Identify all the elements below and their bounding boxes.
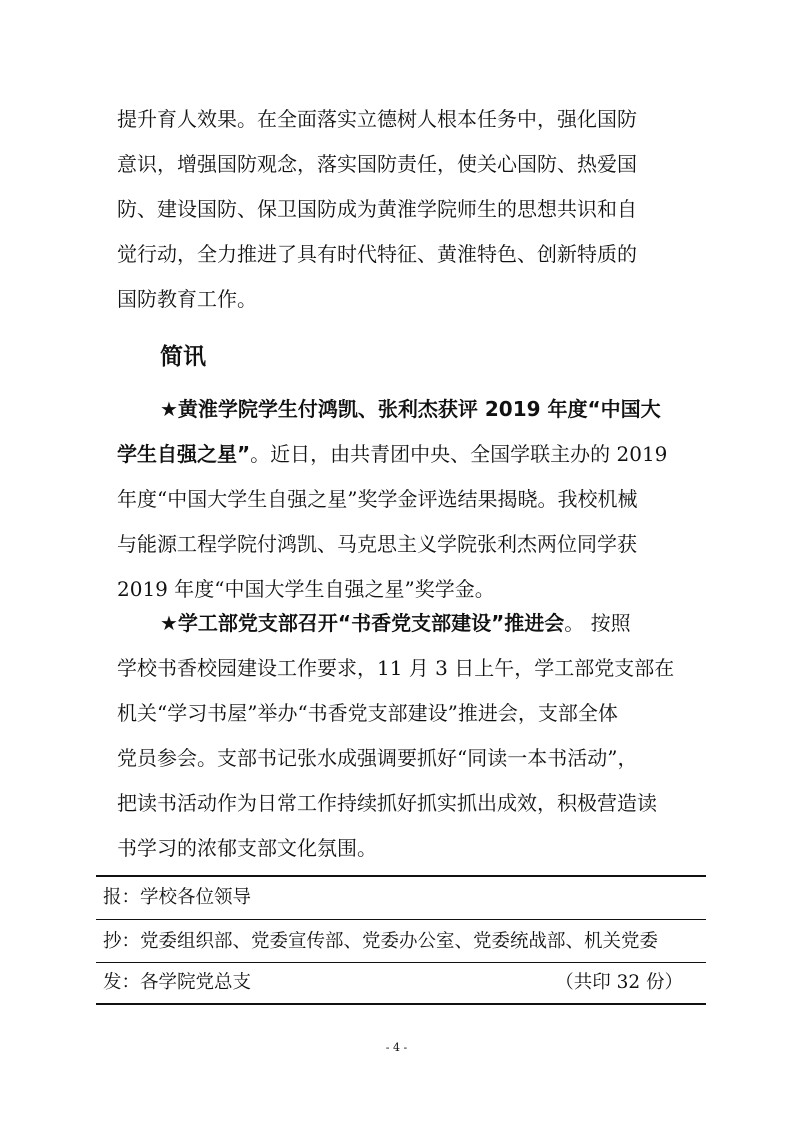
report-line: 报：学校各位领导 (103, 887, 252, 908)
news-1-line: 与能源工程学院付鸿凯、马克思主义学院张利杰两位同学获 (117, 532, 637, 556)
intro-line: 提升育人效果。在全面落实立德树人根本任务中，强化国防 (117, 107, 637, 131)
intro-line: 防、建设国防、保卫国防成为黄淮学院师生的思想共识和自 (117, 197, 637, 221)
intro-line: 国防教育工作。 (117, 287, 257, 311)
intro-line: 意识，增强国防观念，落实国防责任，使关心国防、热爱国 (117, 152, 637, 176)
news-1-headline: ★黄淮学院学生付鸿凯、张利杰获评 2019 年度“中国大 (160, 397, 661, 421)
news-2-line: 学校书香校园建设工作要求，11 月 3 日上午，学工部党支部在 (117, 656, 675, 680)
news-1-line (117, 432, 683, 477)
section-title: 简讯 (160, 344, 206, 370)
copy-line: 抄：党委组织部、党委宣传部、党委办公室、党委统战部、机关党委 (103, 931, 659, 952)
page-number: - 4 - (385, 1041, 408, 1054)
news-1-line: 2019 年度“中国大学生自强之星”奖学金。 (117, 577, 495, 601)
footer-bottom-rule (96, 1003, 706, 1005)
footer-divider (96, 962, 706, 963)
news-2-line: 把读书活动作为日常工作持续抓好抓实抓出成效，积极营造读 (117, 791, 657, 815)
news-item-1 (117, 387, 683, 612)
news-1-line: 年度“中国大学生自强之星”奖学金评选结果揭晓。我校机械 (117, 487, 638, 511)
send-line (103, 969, 683, 997)
print-count: （共印 32 份） (555, 972, 683, 993)
news-1-body-start: 。近日，由共青团中央、全国学联主办的 2019 (250, 442, 668, 466)
news-2-headline: ★学工部党支部召开“书香党支部建设”推进会 (160, 611, 565, 635)
intro-paragraph (117, 97, 683, 322)
intro-line: 觉行动，全力推进了具有时代特征、黄淮特色、创新特质的 (117, 242, 637, 266)
news-2-line: 党员参会。支部书记张水成强调要抓好“同读一本书活动”， (117, 746, 638, 770)
news-2-line: 机关“学习书屋”举办“书香党支部建设”推进会，支部全体 (117, 701, 618, 725)
news-2-body-start: 。 按照 (564, 611, 631, 635)
news-2-line (117, 601, 683, 646)
news-item-2 (117, 601, 683, 871)
news-1-headline-end: 学生自强之星” (117, 442, 251, 466)
footer-top-rule (96, 875, 706, 877)
send-recipients: 发：各学院党总支 (103, 972, 252, 993)
news-2-line: 书学习的浓郁支部文化氛围。 (117, 836, 377, 860)
footer-divider (96, 919, 706, 920)
